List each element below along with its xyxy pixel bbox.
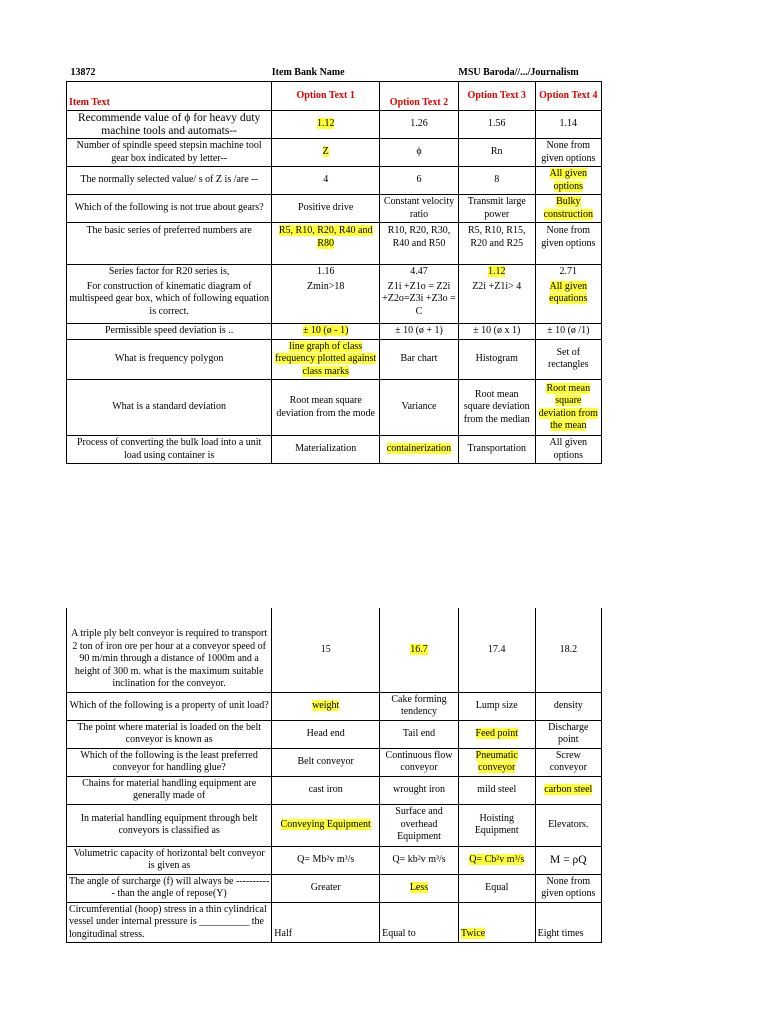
option-cell: Q= Mb²v m³/s [272, 846, 380, 874]
correct-answer: line graph of class frequency plotted against class marks [275, 340, 377, 377]
option-cell: ± 10 (ø /1) [535, 324, 601, 340]
option-cell: ϕ [380, 139, 459, 167]
option-cell: 2.71 [535, 265, 601, 280]
option-cell: 17.4 [458, 608, 535, 692]
option-cell: 4.47 [380, 265, 459, 280]
option-cell: Discharge point [535, 720, 601, 748]
option-cell: Surface and overhead Equipment [380, 804, 459, 846]
option-cell: Greater [272, 874, 380, 902]
option-cell: ± 10 (ø x 1) [458, 324, 535, 340]
table-row [67, 608, 602, 692]
col-option-1: Option Text 1 [272, 82, 380, 111]
option-cell: M = ρQ [535, 846, 601, 874]
option-cell [535, 280, 601, 324]
question-text: Chains for material handling equipment are generally made of [67, 776, 272, 804]
correct-answer: containerization [386, 443, 452, 455]
item-id: 13872 [70, 67, 96, 79]
question-text: A triple ply belt conveyor is required to transport 2 ton of iron ore per hour at a conveyor speed of 90 m/min through a distance of 1000m and a height of 300 m. what is the maximum suitable inclination for the conveyor. [67, 608, 272, 692]
option-cell: Hoisting Equipment [458, 804, 535, 846]
question-text: For construction of kinematic diagram of multispeed gear box, which of following equation is correct. [67, 280, 272, 324]
doc-header-row [67, 66, 602, 82]
option-cell: None from given options [535, 874, 601, 902]
option-cell: Z2i +Z1i> 4 [458, 280, 535, 324]
table-row [67, 167, 602, 195]
option-cell [535, 195, 601, 223]
table-row [67, 380, 602, 436]
option-cell [272, 692, 380, 720]
option-cell: R5, R10, R15, R20 and R25 [458, 223, 535, 265]
question-text: The normally selected value/ s of Z is /are -- [67, 167, 272, 195]
option-cell: Eight times [535, 902, 601, 943]
option-cell [380, 608, 459, 692]
table-row [67, 339, 602, 380]
option-cell: Equal to [380, 902, 459, 943]
correct-answer: weight [312, 699, 340, 711]
option-cell [272, 339, 380, 380]
option-cell: All given options [535, 436, 601, 464]
table-row [67, 324, 602, 340]
option-cell: Positive drive [272, 195, 380, 223]
correct-answer: Feed point [475, 727, 519, 739]
option-cell: Elevators. [535, 804, 601, 846]
option-cell: Constant velocity ratio [380, 195, 459, 223]
correct-answer: Less [409, 881, 429, 893]
question-text: What is a standard deviation [67, 380, 272, 436]
table-row [67, 265, 602, 280]
table-row [67, 804, 602, 846]
table-row [67, 139, 602, 167]
table-row [67, 692, 602, 720]
option-cell: 1.26 [380, 111, 459, 139]
option-cell: Transmit large power [458, 195, 535, 223]
option-cell [380, 436, 459, 464]
option-cell: Screw conveyor [535, 748, 601, 776]
question-text: Series factor for R20 series is, [67, 265, 272, 280]
correct-answer: Z [322, 146, 329, 158]
col-option-3: Option Text 3 [458, 82, 535, 111]
option-cell: ± 10 (ø + 1) [380, 324, 459, 340]
option-cell: 15 [272, 608, 380, 692]
option-cell: 6 [380, 167, 459, 195]
bank-path: MSU Baroda//.../Journalism [458, 67, 579, 79]
option-cell [380, 874, 459, 902]
option-cell: Root mean square deviation from the mode [272, 380, 380, 436]
option-cell [272, 324, 380, 340]
question-text: What is frequency polygon [67, 339, 272, 380]
table-row [67, 748, 602, 776]
option-cell [535, 167, 601, 195]
correct-answer: Conveying Equipment [280, 818, 371, 830]
correct-answer: Bulky construction [543, 196, 594, 220]
option-cell: mild steel [458, 776, 535, 804]
option-cell: Tail end [380, 720, 459, 748]
option-cell: Rn [458, 139, 535, 167]
correct-answer: Pneumatic conveyor [475, 749, 518, 773]
col-option-2: Option Text 2 [380, 82, 459, 111]
option-cell: Root mean square deviation from the median [458, 380, 535, 436]
correct-answer: R5, R10, R20, R40 and R80 [278, 225, 373, 249]
option-cell [535, 380, 601, 436]
option-cell: cast iron [272, 776, 380, 804]
correct-answer: Root mean square deviation from the mean [538, 382, 598, 431]
correct-answer: 16.7 [410, 643, 428, 655]
option-cell: Materialization [272, 436, 380, 464]
option-cell: Half [272, 902, 380, 943]
table-row [67, 846, 602, 874]
question-text: The angle of surcharge (f) will always be ----------- than the angle of repose(Y) [67, 874, 272, 902]
option-cell: Lump size [458, 692, 535, 720]
question-table-2 [66, 608, 602, 943]
option-cell: Cake forming tendency [380, 692, 459, 720]
option-cell: Continuous flow conveyor [380, 748, 459, 776]
option-cell [458, 720, 535, 748]
question-text: Process of converting the bulk load into a unit load using container is [67, 436, 272, 464]
question-text: The point where material is loaded on the belt conveyor is known as [67, 720, 272, 748]
option-cell: Bar chart [380, 339, 459, 380]
option-cell: Histogram [458, 339, 535, 380]
option-cell [458, 748, 535, 776]
col-option-4: Option Text 4 [535, 82, 601, 111]
option-cell: None from given options [535, 223, 601, 265]
table-row [67, 776, 602, 804]
correct-answer: All given equations [549, 280, 588, 304]
question-text: The basic series of preferred numbers are [67, 223, 272, 265]
option-cell: Q= kb²v m³/s [380, 846, 459, 874]
option-cell: 8 [458, 167, 535, 195]
option-cell: Set of rectangles [535, 339, 601, 380]
option-cell: None from given options [535, 139, 601, 167]
option-cell: Head end [272, 720, 380, 748]
question-text: Permissible speed deviation is .. [67, 324, 272, 340]
option-cell: Variance [380, 380, 459, 436]
option-cell: wrought iron [380, 776, 459, 804]
option-cell [458, 265, 535, 280]
correct-answer: carbon steel [544, 783, 593, 795]
option-cell [272, 111, 380, 139]
option-cell: R10, R20, R30, R40 and R50 [380, 223, 459, 265]
option-cell: 1.16 [272, 265, 380, 280]
option-cell: Zmin>18 [272, 280, 380, 324]
table-row [67, 111, 602, 139]
question-text: Which of the following is a property of unit load? [67, 692, 272, 720]
correct-answer: Twice [460, 927, 486, 939]
option-cell [458, 902, 535, 943]
col-item-text: Item Text [67, 82, 272, 111]
question-text: Volumetric capacity of horizontal belt conveyor is given as [67, 846, 272, 874]
correct-answer: 1.12 [316, 118, 335, 130]
table-row [67, 223, 602, 265]
option-cell: 1.14 [535, 111, 601, 139]
correct-answer: ± 10 (ø - 1) [302, 325, 349, 336]
question-text: Recommende value of ϕ for heavy duty machine tools and automats-- [67, 111, 272, 139]
option-cell: density [535, 692, 601, 720]
correct-answer: All given options [549, 168, 588, 192]
option-cell: Z1i +Z1o = Z2i +Z2o=Z3i +Z3o = C [380, 280, 459, 324]
correct-answer: 1.12 [487, 266, 506, 277]
table-row [67, 874, 602, 902]
question-table-1 [66, 66, 602, 464]
option-cell: 4 [272, 167, 380, 195]
question-text: In material handling equipment through belt conveyors is classified as [67, 804, 272, 846]
option-cell [535, 776, 601, 804]
question-text: Which of the following is the least preferred conveyor for handling glue? [67, 748, 272, 776]
question-text: Which of the following is not true about gears? [67, 195, 272, 223]
column-header-row [67, 82, 602, 111]
table-row [67, 195, 602, 223]
option-cell [272, 139, 380, 167]
option-cell: Transportation [458, 436, 535, 464]
table-row [67, 436, 602, 464]
option-cell [458, 846, 535, 874]
table-row [67, 280, 602, 324]
item-bank-label: Item Bank Name [271, 67, 345, 79]
question-text: Circumferential (hoop) stress in a thin cylindrical vessel under internal pressure is __________ the longitudinal stress. [67, 902, 272, 943]
option-cell [272, 223, 380, 265]
table-row [67, 902, 602, 943]
table-row [67, 720, 602, 748]
option-cell: 1.56 [458, 111, 535, 139]
option-cell: 18.2 [535, 608, 601, 692]
option-cell [272, 804, 380, 846]
correct-answer: Q= Cb²v m³/s [469, 853, 525, 865]
option-cell: Equal [458, 874, 535, 902]
question-text: Number of spindle speed stepsin machine tool gear box indicated by letter-- [67, 139, 272, 167]
option-cell: Belt conveyor [272, 748, 380, 776]
